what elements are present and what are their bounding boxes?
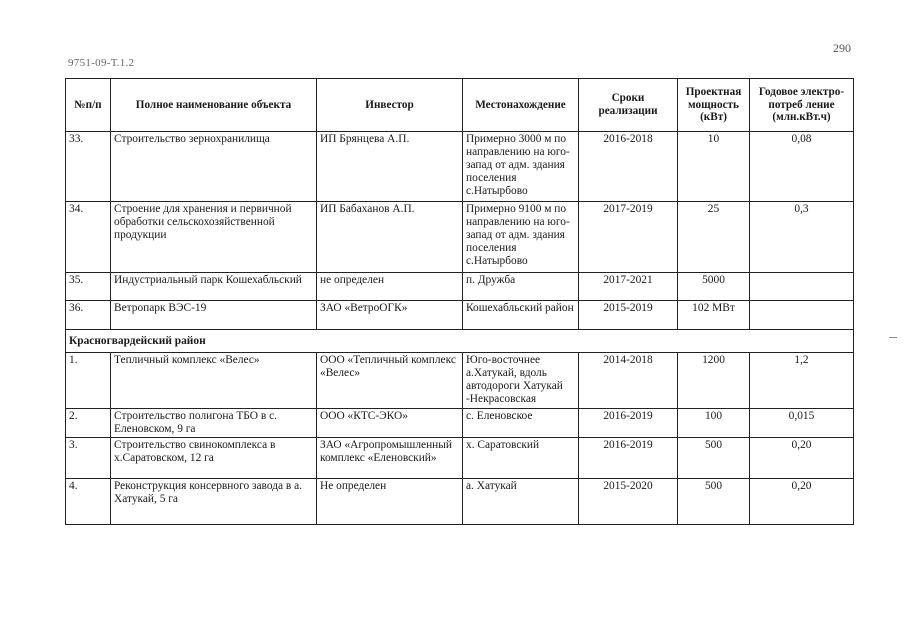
cell-num: 36. (66, 301, 111, 330)
cell-consumption: 0,015 (750, 409, 854, 438)
cell-investor: ИП Бабаханов А.П. (317, 202, 463, 273)
cell-period: 2016-2018 (579, 132, 678, 202)
table-row (66, 353, 854, 409)
cell-consumption: 0,20 (750, 479, 854, 525)
header-investor: Инвестор (317, 79, 463, 132)
table-row (66, 409, 854, 438)
cell-capacity: 500 (678, 479, 750, 525)
header-name: Полное наименование объекта (111, 79, 317, 132)
cell-location: Примерно 3000 м по направлению на юго-запад от адм. здания поселения с.Натырбово (463, 132, 579, 202)
table-row (66, 132, 854, 202)
cell-capacity: 10 (678, 132, 750, 202)
cell-period: 2014-2018 (579, 353, 678, 409)
cell-num: 4. (66, 479, 111, 525)
header-location: Местонахождение (463, 79, 579, 132)
header-consumption: Годовое электро-потреб ление (млн.кВт.ч) (750, 79, 854, 132)
cell-consumption (750, 301, 854, 330)
cell-location: Примерно 9100 м по направлению на юго-запад от адм. здания поселения с.Натырбово (463, 202, 579, 273)
cell-capacity: 1200 (678, 353, 750, 409)
projects-table (65, 78, 854, 525)
cell-period: 2017-2021 (579, 273, 678, 301)
cell-capacity: 25 (678, 202, 750, 273)
document-code: 9751-09-Т.1.2 (68, 57, 135, 69)
cell-consumption (750, 273, 854, 301)
cell-name: Индустриальный парк Кошехабльский (111, 273, 317, 301)
cell-capacity: 5000 (678, 273, 750, 301)
section-row (66, 330, 854, 353)
margin-mark (889, 337, 897, 338)
cell-investor: ООО «Тепличный комплекс «Велес» (317, 353, 463, 409)
table-row (66, 273, 854, 301)
cell-location: х. Саратовский (463, 438, 579, 479)
cell-period: 2016-2019 (579, 409, 678, 438)
cell-num: 3. (66, 438, 111, 479)
cell-investor: ИП Брянцева А.П. (317, 132, 463, 202)
cell-name: Строительство полигона ТБО в с. Еленовском, 9 га (111, 409, 317, 438)
header-period: Сроки реализации (579, 79, 678, 132)
cell-num: 35. (66, 273, 111, 301)
header-num: №п/п (66, 79, 111, 132)
table-row (66, 479, 854, 525)
cell-name: Тепличный комплекс «Велес» (111, 353, 317, 409)
cell-capacity: 500 (678, 438, 750, 479)
cell-consumption: 0,20 (750, 438, 854, 479)
cell-location: Кошехабльский район (463, 301, 579, 330)
cell-num: 33. (66, 132, 111, 202)
cell-investor: ООО «КТС-ЭКО» (317, 409, 463, 438)
header-capacity: Проектная мощность (кВт) (678, 79, 750, 132)
cell-consumption: 0,08 (750, 132, 854, 202)
cell-investor: Не определен (317, 479, 463, 525)
cell-period: 2015-2020 (579, 479, 678, 525)
cell-investor: не определен (317, 273, 463, 301)
cell-consumption: 1,2 (750, 353, 854, 409)
table-row (66, 301, 854, 330)
cell-name: Строение для хранения и первичной обработки сельскохозяйственной продукции (111, 202, 317, 273)
cell-location: а. Хатукай (463, 479, 579, 525)
table-row (66, 438, 854, 479)
cell-location: п. Дружба (463, 273, 579, 301)
cell-capacity: 102 МВт (678, 301, 750, 330)
table-header-row (66, 79, 854, 132)
page-number: 290 (833, 41, 851, 55)
cell-num: 34. (66, 202, 111, 273)
cell-location: Юго-восточнее а.Хатукай, вдоль автодороги Хатукай -Некрасовская (463, 353, 579, 409)
cell-location: с. Еленовское (463, 409, 579, 438)
cell-num: 1. (66, 353, 111, 409)
cell-period: 2015-2019 (579, 301, 678, 330)
cell-investor: ЗАО «Агропромышленный комплекс «Еленовский» (317, 438, 463, 479)
cell-period: 2016-2019 (579, 438, 678, 479)
cell-name: Строительство свинокомплекса в х.Саратовском, 12 га (111, 438, 317, 479)
cell-name: Строительство зернохранилища (111, 132, 317, 202)
cell-consumption: 0,3 (750, 202, 854, 273)
cell-name: Ветропарк ВЭС-19 (111, 301, 317, 330)
table-row (66, 202, 854, 273)
cell-capacity: 100 (678, 409, 750, 438)
cell-num: 2. (66, 409, 111, 438)
cell-name: Реконструкция консервного завода в а. Хатукай, 5 га (111, 479, 317, 525)
cell-period: 2017-2019 (579, 202, 678, 273)
section-title: Красногвардейский район (66, 330, 854, 353)
cell-investor: ЗАО «ВетроОГК» (317, 301, 463, 330)
